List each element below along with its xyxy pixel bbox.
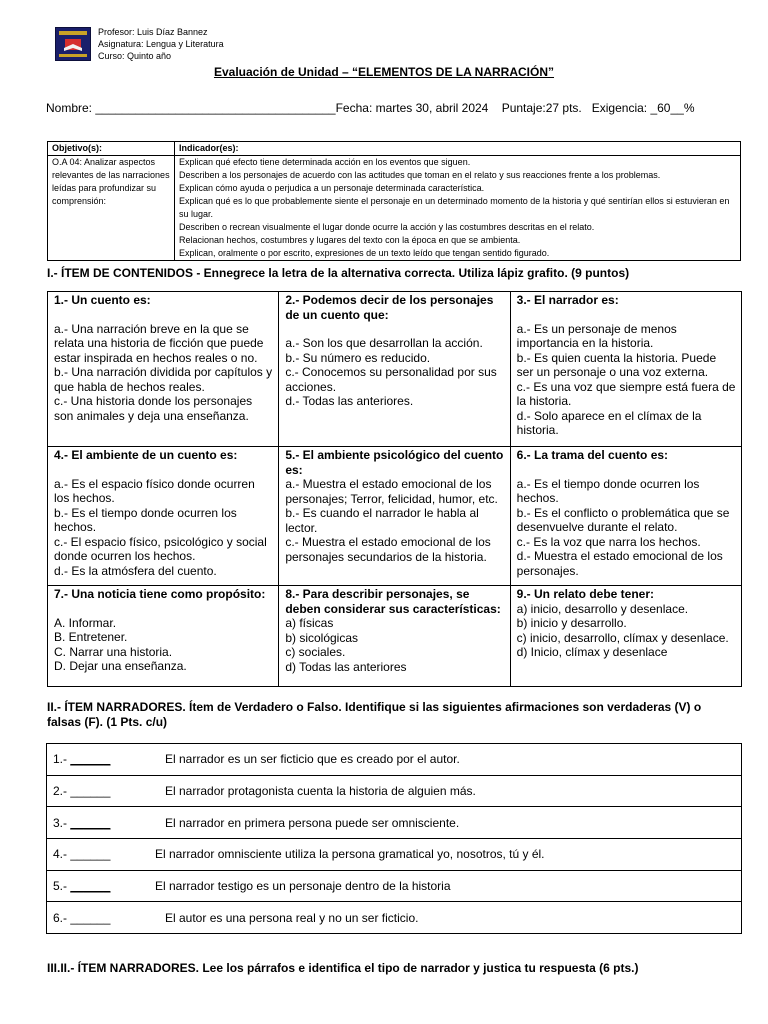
indicator-header: Indicador(es): <box>175 142 741 156</box>
answer-option[interactable]: b) sicológicas <box>285 630 359 645</box>
answer-option[interactable]: b.- Es el conflicto o problemática que se desenvuelve durante el relato. <box>516 505 730 534</box>
answer-option[interactable]: B. Entretener. <box>54 630 128 644</box>
question-cell <box>510 292 741 447</box>
answer-option[interactable]: c) sociales. <box>285 645 346 659</box>
subject: Asignatura: Lengua y Literatura <box>98 39 224 49</box>
tf-number: 4.- <box>53 847 71 862</box>
tf-row <box>47 775 742 807</box>
question-text: 8.- Para describir personajes, se deben considerar sus características: <box>285 587 501 616</box>
answer-option[interactable]: a.- Es el tiempo donde ocurren los hechos. <box>516 476 700 505</box>
school-logo <box>55 27 91 61</box>
answer-option[interactable]: A. Informar. <box>54 615 117 630</box>
question-cell <box>48 447 279 586</box>
answer-option[interactable]: C. Narrar una historia. <box>54 644 173 659</box>
indicator-item: Relacionan hechos, costumbres y lugares del texto con la época en que se ambienta. <box>179 235 521 245</box>
answer-option[interactable]: a.- Una narración breve en la que se relata una historia de ficción que puede estar inspirada en hechos reales o no. <box>54 321 264 365</box>
tf-number: 5.- <box>53 879 71 894</box>
indicator-item: Explican, oralmente o por escrito, expresiones de un texto leído que tengan sentido figurado. <box>179 248 550 258</box>
answer-option[interactable]: a.- Muestra el estado emocional de los personajes; Terror, felicidad, humor, etc. <box>285 477 498 506</box>
question-text: 5.- El ambiente psicológico del cuento es: <box>285 448 504 477</box>
answer-option[interactable]: c.- Muestra el estado emocional de los personajes secundarios de la historia. <box>285 535 491 564</box>
tf-row <box>47 839 742 871</box>
answer-option[interactable]: b.- Su número es reducido. <box>285 350 431 365</box>
answer-blank[interactable]: ______ <box>70 752 111 767</box>
question-cell <box>510 586 741 687</box>
tf-statement: El narrador omnisciente utiliza la persona gramatical yo, nosotros, tú y él. <box>155 847 545 862</box>
teacher-name: Profesor: Luis Díaz Bannez <box>98 27 208 37</box>
tf-row <box>47 744 742 776</box>
answer-option[interactable]: d.- Todas las anteriores. <box>285 394 414 408</box>
tf-row <box>47 870 742 902</box>
true-false-table <box>46 743 742 934</box>
answer-option[interactable]: a) físicas <box>285 616 334 630</box>
course: Curso: Quinto año <box>98 51 172 61</box>
student-info-line: Nombre: ____________________________________Fecha: martes 30, abril 2024 Puntaje:27 pts. Exigencia: _60__% <box>46 101 695 115</box>
question-cell <box>510 447 741 586</box>
answer-option[interactable]: c.- Una historia donde los personajes son animales y deja una enseñanza. <box>54 394 253 423</box>
tf-statement: El autor es una persona real y no un ser ficticio. <box>165 910 419 925</box>
answer-blank[interactable]: ______ <box>70 910 111 925</box>
answer-option[interactable]: c.- Es la voz que narra los hechos. <box>516 534 701 549</box>
question-text: 2.- Podemos decir de los personajes de un cuento que: <box>285 293 494 322</box>
question-cell <box>48 586 279 687</box>
objective-text: O.A 04: Analizar aspectos relevantes de las narraciones leídas para profundizar su comprensión: <box>48 156 175 261</box>
tf-statement: El narrador protagonista cuenta la historia de alguien más. <box>165 784 476 799</box>
content-items-table <box>47 291 742 687</box>
answer-blank[interactable]: ______ <box>70 815 111 830</box>
tf-number: 2.- <box>53 784 71 799</box>
question-cell <box>279 292 510 447</box>
answer-option[interactable]: b) inicio y desarrollo. <box>516 616 627 630</box>
answer-option[interactable]: a.- Son los que desarrollan la acción. <box>285 336 483 350</box>
question-text: 4.- El ambiente de un cuento es: <box>54 448 238 462</box>
answer-option[interactable]: a.- Es un personaje de menos importancia en la historia. <box>516 321 677 350</box>
answer-option[interactable]: b.- Es quien cuenta la historia. Puede ser un personaje o una voz externa. <box>516 350 717 379</box>
answer-option[interactable]: c) inicio, desarrollo, clímax y desenlace. <box>516 630 729 645</box>
answer-option[interactable]: c.- El espacio físico, psicológico y social donde ocurren los hechos. <box>54 534 267 563</box>
question-text: 9.- Un relato debe tener: <box>516 587 655 601</box>
answer-option[interactable]: d) Todas las anteriores <box>285 659 407 674</box>
tf-statement: El narrador en primera persona puede ser omnisciente. <box>165 815 460 830</box>
answer-option[interactable]: a) inicio, desarrollo y desenlace. <box>516 601 689 616</box>
tf-row <box>47 902 742 934</box>
answer-option[interactable]: b.- Una narración dividida por capítulos y que habla de hechos reales. <box>54 365 273 394</box>
objective-header: Objetivo(s): <box>48 142 175 156</box>
question-cell <box>48 292 279 447</box>
answer-option[interactable]: d.- Es la atmósfera del cuento. <box>54 563 217 578</box>
answer-option[interactable]: c.- Es una voz que siempre está fuera de la historia. <box>516 379 736 408</box>
indicator-list <box>175 156 741 261</box>
answer-option[interactable]: D. Dejar una enseñanza. <box>54 659 187 673</box>
indicator-item: Explican qué efecto tiene determinada acción en los eventos que siguen. <box>179 157 471 167</box>
section-2-title: II.- ÍTEM NARRADORES. Ítem de Verdadero o Falso. Identifique si las siguientes afirmaciones son verdaderas (V) o falsas (F). (1 Pts. c/u) <box>47 700 702 729</box>
tf-row <box>47 807 742 839</box>
question-text: 6.- La trama del cuento es: <box>516 448 669 462</box>
objectives-table <box>47 141 741 261</box>
answer-blank[interactable]: ______ <box>70 879 111 894</box>
section-3-title <box>47 961 638 975</box>
section-1-title: I.- ÍTEM DE CONTENIDOS - Ennegrece la letra de la alternativa correcta. Utiliza lápiz grafito. (9 puntos) <box>47 266 630 280</box>
answer-option[interactable]: d.- Muestra el estado emocional de los personajes. <box>516 549 723 578</box>
question-text: 3.- El narrador es: <box>516 293 619 307</box>
answer-blank[interactable]: ______ <box>70 847 111 862</box>
question-cell <box>279 447 510 586</box>
section-3-instructions: Lee los párrafos e identifica el tipo de narrador y justica tu respuesta (6 pts.) <box>199 961 639 975</box>
tf-statement: El narrador testigo es un personaje dentro de la historia <box>155 879 451 894</box>
section-3-heading: III.II.- ÍTEM NARRADORES. <box>47 961 200 975</box>
tf-number: 3.- <box>53 815 71 830</box>
answer-option[interactable]: d.- Solo aparece en el clímax de la historia. <box>516 408 702 437</box>
question-text: 1.- Un cuento es: <box>54 293 151 307</box>
page-title: Evaluación de Unidad – “ELEMENTOS DE LA NARRACIÓN” <box>213 65 555 79</box>
question-cell <box>279 586 510 687</box>
tf-number: 1.- <box>53 752 71 767</box>
answer-option[interactable]: d) Inicio, clímax y desenlace <box>516 645 668 659</box>
answer-blank[interactable]: ______ <box>70 784 111 799</box>
answer-option[interactable]: b.- Es cuando el narrador le habla al lector. <box>285 506 479 535</box>
answer-option[interactable]: b.- Es el tiempo donde ocurren los hechos. <box>54 505 237 534</box>
indicator-item: Explican qué es lo que probablemente siente el personaje en un determinado momento de la historia y qué sentirían ellos si estuvieran en su lugar. <box>179 196 730 219</box>
question-text: 7.- Una noticia tiene como propósito: <box>54 587 266 601</box>
indicator-item: Describen a los personajes de acuerdo con las actitudes que toman en el relato y sus reacciones frente a los problemas. <box>179 170 661 180</box>
indicator-item: Describen o recrean visualmente el lugar donde ocurre la acción y las costumbres descritas en el relato. <box>179 222 595 232</box>
indicator-item: Explican cómo ayuda o perjudica a un personaje determinada característica. <box>179 183 485 193</box>
answer-option[interactable]: c.- Conocemos su personalidad por sus acciones. <box>285 365 497 394</box>
tf-statement: El narrador es un ser ficticio que es creado por el autor. <box>165 752 460 767</box>
tf-number: 6.- <box>53 910 71 925</box>
answer-option[interactable]: a.- Es el espacio físico donde ocurren los hechos. <box>54 476 255 505</box>
